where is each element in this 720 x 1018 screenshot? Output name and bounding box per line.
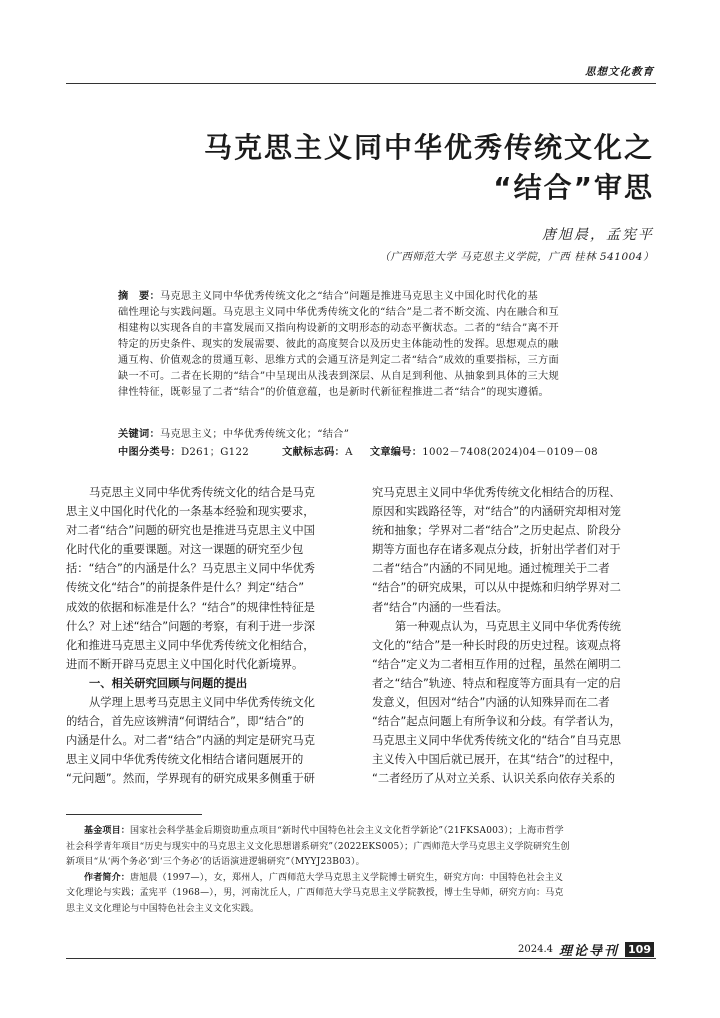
authors: 唐旭晨，孟宪平 bbox=[542, 227, 654, 243]
section-heading: 一、相关研究回顾与问题的提出 bbox=[89, 676, 248, 690]
abstract-label: 摘 要： bbox=[118, 291, 160, 302]
section-label: 思想文化教育 bbox=[585, 66, 654, 78]
title-line-2: “结合”审思 bbox=[493, 171, 654, 204]
author-bio-label: 作者简介： bbox=[84, 872, 131, 883]
doc-code-label: 文献标志码： bbox=[282, 447, 346, 458]
page-number: 109 bbox=[625, 942, 654, 957]
body-line: 传统文化“结合”的前提条件是什么？判定“结合” bbox=[66, 581, 305, 595]
body-line: 从学理上思考马克思主义同中华优秀传统文化 bbox=[89, 696, 315, 710]
fund-line: 社会科学青年项目“历史与现实中的马克思主义文化思想谱系研究”（2022EKS005）；广西师范大学马克思主义学院研究生创 bbox=[66, 841, 570, 852]
abstract-line: 特定的历史条件、现实的发展需要、彼此的高度契合以及历史主体能动性的发挥。思想观点的融 bbox=[118, 339, 559, 350]
body-column-right bbox=[372, 483, 634, 789]
body-line: 主义传入中国后就已展开，在其“结合”的过程中， bbox=[372, 753, 621, 767]
body-line: 思主义同中华优秀传统文化相结合诸问题展开的 bbox=[66, 753, 304, 767]
body-line: 对二者“结合”问题的研究也是推进马克思主义中国 bbox=[66, 524, 315, 538]
body-line: “结合”定义为二者相互作用的过程，虽然在阐明二 bbox=[372, 657, 621, 671]
fund-line-0: 基金项目：国家社会科学基金后期资助重点项目“新时代中国特色社会主义文化哲学新论”（21FKSA003）；上海市哲学 bbox=[84, 826, 564, 836]
body-line: “元问题”。然而，学界现有的研究成果多侧重于研 bbox=[66, 772, 315, 786]
abstract-line: 础性理论与实践问题。马克思主义同中华优秀传统文化的“结合”是二者不断交流、内在融合和互 bbox=[118, 307, 559, 318]
abstract-line: 缺一不可。二者在长期的“结合”中呈现出从浅表到深层、从自足到利他、从抽象到具体的三大规 bbox=[118, 371, 559, 382]
body-line: 文化的“结合”是一种长时段的历史过程。该观点将 bbox=[372, 638, 621, 652]
body-line: 者之“结合”轨迹、特点和程度等方面具有一定的启 bbox=[372, 676, 621, 690]
body-line: 的结合，首先应该辨清“何谓结合”，即“结合”的 bbox=[66, 715, 305, 729]
body-line: “结合”起点问题上有所争议和分歧。有学者认为， bbox=[372, 715, 621, 729]
abstract-line: 律性特征，既彰显了二者“结合”的价值意蕴，也是新时代新征程推进二者“结合”的现实遵循。 bbox=[118, 387, 550, 398]
footnote-rule bbox=[66, 814, 202, 815]
body-line: 统和抽象；学界对二者“结合”之历史起点、阶段分 bbox=[372, 524, 621, 538]
body-line: 思主义中国化时代化的一条基本经验和现实要求， bbox=[66, 505, 315, 519]
doc-code-value: A bbox=[345, 447, 353, 458]
issue-number: 2024.4 bbox=[518, 944, 554, 955]
body-line: 成效的依据和标准是什么？“结合”的规律性特征是 bbox=[66, 600, 315, 614]
article-title bbox=[134, 128, 654, 208]
body-line: 期等方面也存在诸多观点分歧，折射出学者们对于 bbox=[372, 543, 621, 557]
folio bbox=[518, 940, 654, 959]
clc-value: D261；G122 bbox=[180, 447, 250, 458]
body-line: 二者“结合”内涵的不同见地。通过梳理关于二者 bbox=[372, 562, 610, 576]
folio-rule bbox=[66, 958, 656, 959]
body-line: 第一种观点认为，马克思主义同中华优秀传统 bbox=[395, 619, 621, 633]
footnote bbox=[66, 824, 656, 917]
body-line: 者“结合”内涵的一些看法。 bbox=[372, 600, 508, 614]
body-line: 究马克思主义同中华优秀传统文化相结合的历程、 bbox=[372, 486, 621, 499]
body-line: “二者经历了从对立关系、认识关系向依存关系的 bbox=[372, 772, 616, 786]
body-line: 化时代化的重要课题。对这一课题的研究至少包 bbox=[66, 543, 304, 557]
header-rule bbox=[66, 83, 656, 84]
body-line: 发意义，但因对“结合”内涵的认知殊异而在二者 bbox=[372, 696, 610, 710]
author-line: 文化理论与实践；孟宪平（1968—），男，河南沈丘人，广西师范大学马克思主义学院教授，博士生导师，研究方向：马克 bbox=[66, 888, 564, 898]
body-line: 原因和实践路径等，对“结合”的内涵研究却相对笼 bbox=[372, 505, 621, 519]
fund-label: 基金项目： bbox=[84, 826, 131, 836]
body-line: 进而不断开辟马克思主义中国化时代化新境界。 bbox=[66, 657, 304, 671]
body-line: 括：“结合”的内涵是什么？马克思主义同中华优秀 bbox=[66, 562, 315, 576]
abstract-line: 通互构、价值观念的贯通互彰、思维方式的会通互济是判定二者“结合”成效的重要指标，三方面 bbox=[118, 355, 559, 366]
abstract bbox=[118, 289, 636, 401]
body-line: “结合”的研究成果，可以从中提炼和归纳学界对二 bbox=[372, 581, 621, 595]
keywords bbox=[118, 425, 349, 440]
body-line: 化和推进马克思主义同中华优秀传统文化相结合， bbox=[66, 638, 315, 652]
abstract-line: 相建构以实现各自的丰富发展而又指向构设新的文明形态的动态平衡状态。二者的“结合”离不开 bbox=[118, 323, 559, 334]
author-line: 思主义文化理论与中国特色社会主义文化实践。 bbox=[66, 903, 260, 914]
keywords-text: 马克思主义；中华优秀传统文化；“结合” bbox=[159, 429, 350, 440]
author-line-0: 作者简介：唐旭晨（1997—），女，郑州人，广西师范大学马克思主义学院博士研究生，研究方向：中国特色社会主义 bbox=[84, 872, 564, 883]
title-line-1: 马克思主义同中华优秀传统文化之 bbox=[203, 131, 654, 164]
body-line: 内涵是什么。对二者“结合”内涵的判定是研究马克 bbox=[66, 734, 315, 748]
body-line: 马克思主义同中华优秀传统文化的结合是马克 bbox=[89, 486, 315, 499]
abstract-line-0: 摘 要：马克思主义同中华优秀传统文化之“结合”问题是推进马克思主义中国化时代化的基 bbox=[118, 291, 539, 302]
classification bbox=[118, 443, 598, 458]
body-line: 马克思主义同中华优秀传统文化的“结合”自马克思 bbox=[372, 734, 621, 748]
article-no-value: 1002－7408(2024)04－0109－08 bbox=[422, 447, 598, 458]
article-no-label: 文章编号： bbox=[369, 447, 423, 458]
body-column-left bbox=[66, 483, 328, 789]
fund-line: 新项目“从‘两个务必’到‘三个务必’的话语演进逻辑研究”（MYYJ23B03）。 bbox=[66, 857, 365, 867]
keywords-label: 关键词： bbox=[118, 429, 160, 440]
journal-name: 理论导刊 bbox=[559, 944, 620, 959]
affiliation: （广西师范大学 马克思主义学院，广西 桂林 541004） bbox=[379, 251, 654, 263]
body-line: 什么？对上述“结合”问题的考察，有利于进一步深 bbox=[66, 619, 315, 633]
clc-label: 中图分类号： bbox=[118, 447, 181, 458]
